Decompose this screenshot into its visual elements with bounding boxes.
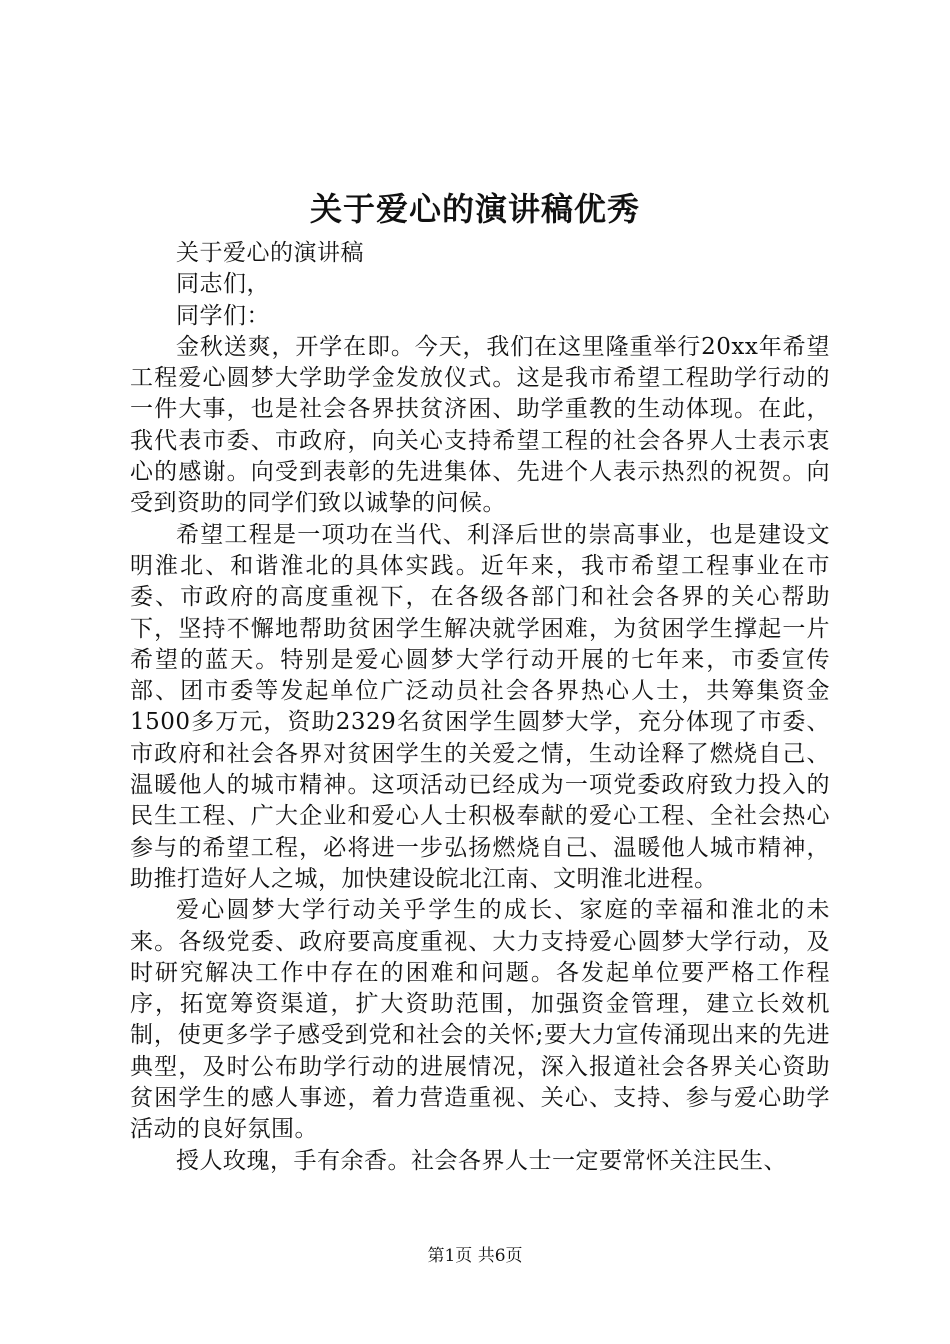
paragraph-opening: 金秋送爽，开学在即。今天，我们在这里隆重举行20xx年希望工程爱心圆梦大学助学金发放仪式。这是我市希望工程助学行动的一件大事，也是社会各界扶贫济困、助学重教的生动体现。在此，我代表市委、市政府，向关心支持希望工程的社会各界人士表示衷心的感谢。向受到表彰的先进集体、先进个人表示热烈的祝贺。向受到资助的同学们致以诚挚的问候。 [130,333,830,517]
document-title: 关于爱心的演讲稿优秀 [309,190,640,228]
paragraph-heading: 关于爱心的演讲稿 [176,240,364,266]
page-number-footer: 第1页 共6页 [427,1246,523,1266]
paragraph-salutation-comrades: 同志们， [176,271,270,298]
paragraph-roses: 授人玫瑰，手有余香。社会各界人士一定要常怀关注民生、 [176,1147,787,1174]
paragraph-salutation-students: 同学们： [176,302,270,329]
document-body [130,238,830,1177]
paragraph-hope-project: 希望工程是一项功在当代、利泽后世的崇高事业，也是建设文明淮北、和谐淮北的具体实践。近年来，我市希望工程事业在市委、市政府的高度重视下，在各级各部门和社会各界的关心帮助下，坚持不懈地帮助贫困学生解决就学困难，为贫困学生撑起一片希望的蓝天。特别是爱心圆梦大学行动开展的七年来，市委宣传部、团市委等发起单位广泛动员社会各界热心人士，共筹集资金1500多万元，资助2329名贫困学生圆梦大学，充分体现了市委、市政府和社会各界对贫困学生的关爱之情，生动诠释了燃烧自己、温暖他人的城市精神。这项活动已经成为一项党委政府致力投入的民生工程、广大企业和爱心人士积极奉献的爱心工程、全社会热心参与的希望工程，必将进一步弘扬燃烧自己、温暖他人城市精神，助推打造好人之城，加快建设皖北江南、文明淮北进程。 [130,521,830,892]
paragraph-future: 爱心圆梦大学行动关乎学生的成长、家庭的幸福和淮北的未来。各级党委、政府要高度重视、大力支持爱心圆梦大学行动，及时研究解决工作中存在的困难和问题。各发起单位要严格工作程序，拓宽筹资渠道，扩大资助范围，加强资金管理，建立长效机制，使更多学子感受到党和社会的关怀;要大力宣传涌现出来的先进典型，及时公布助学行动的进展情况，深入报道社会各界关心资助贫困学生的感人事迹，着力营造重视、关心、支持、参与爱心助学活动的良好氛围。 [130,897,830,1143]
